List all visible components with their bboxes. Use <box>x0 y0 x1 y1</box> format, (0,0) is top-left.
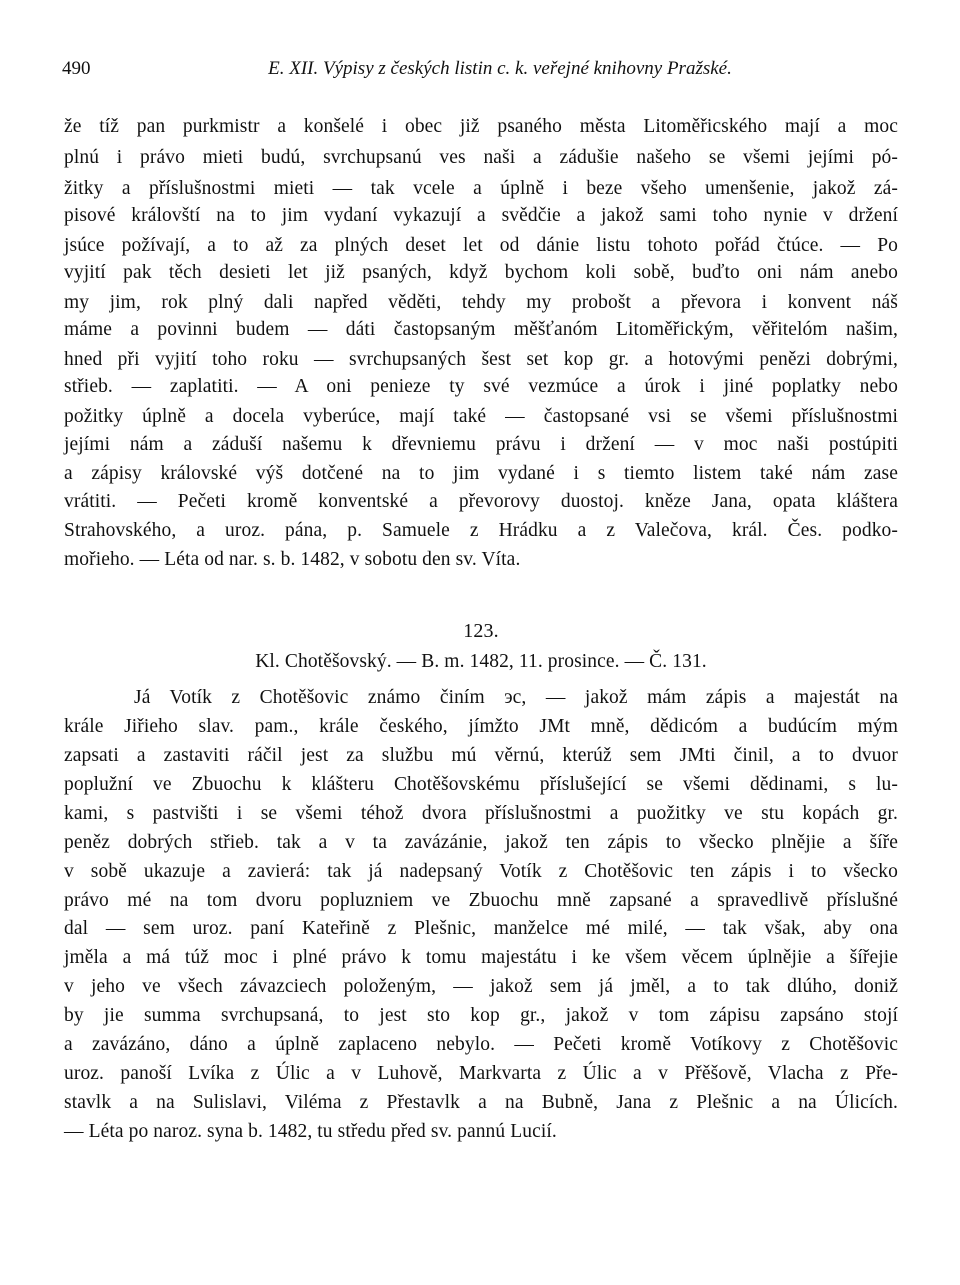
text-line: plnú i právo mieti budú, svrchupsanú ves naši a zádušie našeho se všemi jejími pó- <box>64 147 898 168</box>
document-number: 123. <box>463 620 499 642</box>
page-number: 490 <box>62 58 91 79</box>
text-line: Strahovského, a uroz. pána, p. Samuele z Hrádku a z Valečova, král. Čes. podko- <box>64 520 898 541</box>
text-line: jejími nám a záduší našemu k dřevniemu právu i držení — v moc naši postúpiti <box>64 434 898 455</box>
text-line-last: mořieho. — Léta od nar. s. b. 1482, v sobotu den sv. Víta. <box>64 549 521 570</box>
text-line: jsúce požívají, a to až za plných deset let od dánie listu tohoto pořád čtúce. — Po <box>64 235 898 256</box>
text-line: my jim, rok plný dali napřed věděti, tehdy my probošt a převora i konvent náš <box>64 292 898 313</box>
text-line: a zápisy královské výš dotčené na to jim vydané i s tiemto listem také nám zase <box>64 463 898 484</box>
text-line: vrátiti. — Pečeti kromě konventské a převorovy duostoj. kněze Jana, opata kláštera <box>64 491 898 512</box>
text-line: stavlk a na Sulislavi, Viléma z Přestavlk a na Bubně, Jana z Plešnic a na Úlicích. <box>64 1092 898 1113</box>
text-line: a zavázáno, dáno a úplně zaplaceno nebylo. — Pečeti kromě Votíkovy z Chotěšovic <box>64 1034 898 1055</box>
text-line: žitky a příslušnostmi mieti — tak vcele a úplně i beze všeho umenšenie, jakož zá- <box>64 178 898 199</box>
text-line: uroz. panoší Lvíka z Úlic a v Luhově, Markvarta z Úlic a v Přěšově, Vlacha z Pře- <box>64 1063 898 1084</box>
text-line: právo mé na tom dvoru popluzniem ve Zbuochu mně zapsané a spravedlivě příslušné <box>64 890 898 911</box>
text-line: máme a povinni budem — dáti častopsaným měšťanóm Litoměřickým, věřitelóm našim, <box>64 319 898 340</box>
text-line: zapsati a zastaviti ráčil jest za službu mú věrnú, kterúž sem JMti činil, a to dvuor <box>64 745 898 766</box>
text-line: hned při vyjití toho roku — svrchupsaných šest set kop gr. a hotovými penězi dobrými, <box>64 349 898 370</box>
text-line: požitky úplně a docela vyberúce, mají také — častopsané vsi se všemi příslušnostmi <box>64 406 898 427</box>
text-line: Já Votík z Chotěšovic známo činím эc, — jakož mám zápis a majestát na <box>134 687 898 708</box>
text-line-last: — Léta po naroz. syna b. 1482, tu středu před sv. pannú Lucií. <box>64 1121 557 1142</box>
running-title: E. XII. Výpisy z českých listin c. k. veřejné knihovny Pražské. <box>268 58 732 79</box>
text-line: poplužní ve Zbuochu k klášteru Chotěšovskému příslušející se všemi dědinami, s lu- <box>64 774 898 795</box>
document-source-line: Kl. Chotěšovský. — B. m. 1482, 11. prosince. — Č. 131. <box>255 651 707 672</box>
text-line: pisové královští na to jim vydaní vykazují a svědčie a jakož sami toho nynie v držení <box>64 205 898 226</box>
text-line: dal — sem uroz. paní Kateřině z Plešnic, manželce mé milé, — tak však, aby ona <box>64 918 898 939</box>
page-header <box>62 58 898 88</box>
text-line: peněz dobrých střieb. tak a v ta zavázánie, jakož ten zápis to všecko plnějie a šíře <box>64 832 898 853</box>
text-line: že tíž pan purkmistr a konšelé i obec již psaného města Litoměřicského mají a moc <box>64 116 898 137</box>
text-line: střieb. — zaplatiti. — A oni penieze ty své vezmúce a úrok i jiné poplatky nebo <box>64 376 898 397</box>
text-line: jměla a má túž moc i plné právo k tomu majestátu i ke všem věcem úplnějie a šířejie <box>64 947 898 968</box>
text-line: v sobě ukazuje a zavierá: tak já nadepsaný Votík z Chotěšovic ten zápis i to všecko <box>64 861 898 882</box>
text-line: krále Jiřieho slav. pam., krále českého, jímžto JMt mně, dědicóm a budúcím mým <box>64 716 898 737</box>
text-line: vyjití pak těch desieti let již psaných, když bychom koli sobě, buďto oni nám anebo <box>64 262 898 283</box>
text-line: kami, s pastvišti i se všemi téhož dvora příslušnostmi a puožitky ve stu kopách gr. <box>64 803 898 824</box>
text-line: by jie summa svrchupsaná, to jest sto kop gr., jakož v tom zápisu zapsáno stojí <box>64 1005 898 1026</box>
text-line: v jeho ve všech závazciech položeným, — jakož sem já jměl, a to tak dlúho, doniž <box>64 976 898 997</box>
